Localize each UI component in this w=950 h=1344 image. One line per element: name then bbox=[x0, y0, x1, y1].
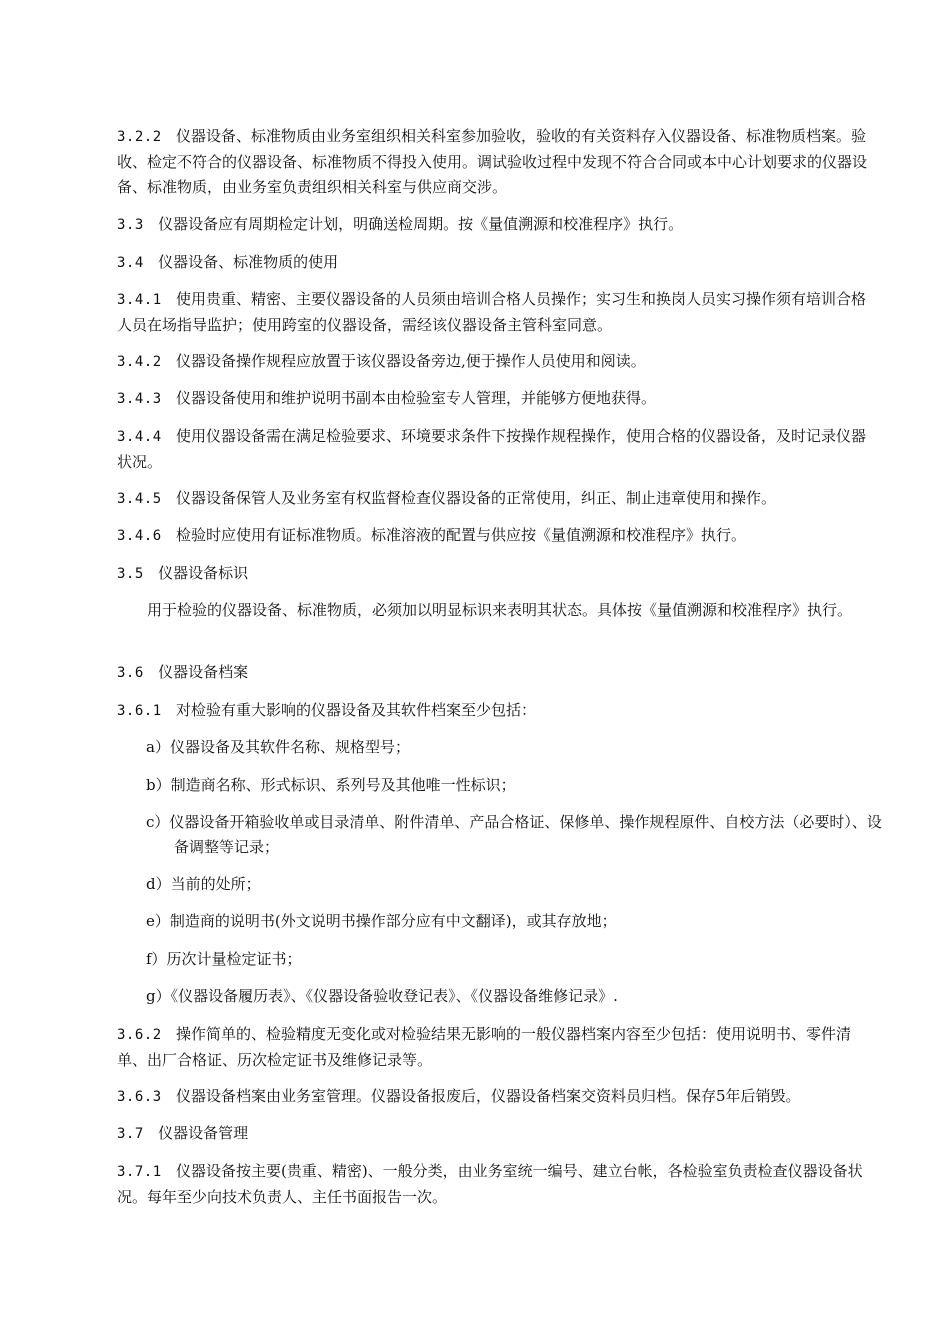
clause-number: 3.6.2 bbox=[117, 1027, 162, 1043]
clause-3-3 bbox=[117, 212, 869, 238]
clause-3-4-5 bbox=[117, 486, 869, 512]
list-item-d: d）当前的处所； bbox=[146, 875, 261, 893]
list-item-c: c）仪器设备开箱验收单或目录清单、附件清单、产品合格证、保修单、操作规程原件、自校方法（必要时）、设备调整等记录； bbox=[146, 813, 882, 856]
clause-text: 仪器设备使用和维护说明书副本由检验室专人管理，并能够方便地获得。 bbox=[175, 389, 656, 407]
clause-text: 仪器设备、标准物质的使用 bbox=[158, 253, 339, 271]
clause-number: 3.4.3 bbox=[117, 391, 162, 407]
clause-text: 仪器设备标识 bbox=[158, 564, 249, 582]
clause-text: 仪器设备档案由业务室管理。仪器设备报废后，仪器设备档案交资料员归档。保存5年后销毁。 bbox=[175, 1087, 801, 1105]
clause-number: 3.4.5 bbox=[117, 491, 162, 507]
clause-3-4-3 bbox=[117, 386, 869, 412]
clause-text: 仪器设备按主要(贵重、精密)、一般分类，由业务室统一编号、建立台帐，各检验室负责检查仪器设备状况。每年至少向技术负责人、主任书面报告一次。 bbox=[117, 1162, 863, 1206]
clause-number: 3.4.2 bbox=[117, 354, 162, 370]
clause-3-6-1 bbox=[117, 698, 869, 724]
clause-number: 3.6.3 bbox=[117, 1089, 162, 1105]
clause-number: 3.2.2 bbox=[117, 129, 162, 145]
clause-3-6-2 bbox=[117, 1022, 869, 1073]
clause-text: 仪器设备应有周期检定计划，明确送检周期。按《量值溯源和校准程序》执行。 bbox=[158, 215, 684, 233]
clause-3-4-6 bbox=[117, 523, 869, 549]
clause-text: 使用贵重、精密、主要仪器设备的人员须由培训合格人员操作；实习生和换岗人员实习操作须有培训合格人员在场指导监护；使用跨室的仪器设备，需经该仪器设备主管科室同意。 bbox=[117, 290, 866, 334]
clause-3-2-2 bbox=[117, 124, 869, 200]
clause-3-7 bbox=[117, 1121, 869, 1147]
clause-text: 用于检验的仪器设备、标准物质，必须加以明显标识来表明其状态。具体按《量值溯源和校准程序》执行。 bbox=[147, 601, 853, 619]
clause-number: 3.4 bbox=[117, 255, 144, 271]
clause-3-6 bbox=[117, 660, 869, 686]
clause-3-4-1 bbox=[117, 287, 869, 338]
clause-3-5-body bbox=[117, 598, 869, 623]
clause-text: 仪器设备操作规程应放置于该仪器设备旁边,便于操作人员使用和阅读。 bbox=[175, 352, 646, 370]
clause-text: 仪器设备、标准物质由业务室组织相关科室参加验收，验收的有关资料存入仪器设备、标准物质档案。验收、检定不符合的仪器设备、标准物质不得投入使用。调试验收过程中发现不符合合同或本中心计划要求的仪器设备、标准物质，由业务室负责组织相关科室与供应商交涉。 bbox=[117, 127, 868, 196]
clause-text: 仪器设备档案 bbox=[158, 663, 249, 681]
list-item-e: e）制造商的说明书(外文说明书操作部分应有中文翻译)，或其存放地； bbox=[146, 912, 617, 930]
clause-number: 3.6.1 bbox=[117, 703, 162, 719]
list-item-a: a）仪器设备及其软件名称、规格型号； bbox=[146, 738, 410, 756]
clause-number: 3.7.1 bbox=[117, 1164, 162, 1180]
clause-text: 使用仪器设备需在满足检验要求、环境要求条件下按操作规程操作，使用合格的仪器设备，及时记录仪器状况。 bbox=[117, 427, 866, 471]
clause-number: 3.6 bbox=[117, 665, 144, 681]
clause-3-5 bbox=[117, 561, 869, 587]
clause-text: 仪器设备管理 bbox=[158, 1124, 249, 1142]
clause-number: 3.5 bbox=[117, 566, 144, 582]
clause-3-7-1 bbox=[117, 1159, 869, 1210]
clause-3-6-3 bbox=[117, 1084, 869, 1110]
clause-text: 对检验有重大影响的仪器设备及其软件档案至少包括： bbox=[175, 701, 536, 719]
list-item-b: b）制造商名称、形式标识、系列号及其他唯一性标识； bbox=[146, 776, 516, 794]
list-item-g: g）《仪器设备履历表》、《仪器设备验收登记表》、《仪器设备维修记录》. bbox=[146, 987, 618, 1005]
list-item-f: f）历次计量检定证书； bbox=[146, 950, 302, 968]
clause-number: 3.4.1 bbox=[117, 292, 162, 308]
clause-text: 仪器设备保管人及业务室有权监督检查仪器设备的正常使用，纠正、制止违章使用和操作。 bbox=[175, 489, 776, 507]
clause-number: 3.4.4 bbox=[117, 429, 162, 445]
clause-3-4-2 bbox=[117, 349, 869, 375]
clause-number: 3.7 bbox=[117, 1126, 144, 1142]
clause-text: 操作简单的、检验精度无变化或对检验结果无影响的一般仪器档案内容至少包括：使用说明书、零件清单、出厂合格证、历次检定证书及维修记录等。 bbox=[117, 1025, 851, 1069]
clause-3-4 bbox=[117, 250, 869, 276]
clause-number: 3.4.6 bbox=[117, 528, 162, 544]
clause-3-4-4 bbox=[117, 424, 869, 475]
clause-text: 检验时应使用有证标准物质。标准溶液的配置与供应按《量值溯源和校准程序》执行。 bbox=[175, 526, 746, 544]
clause-number: 3.3 bbox=[117, 217, 144, 233]
